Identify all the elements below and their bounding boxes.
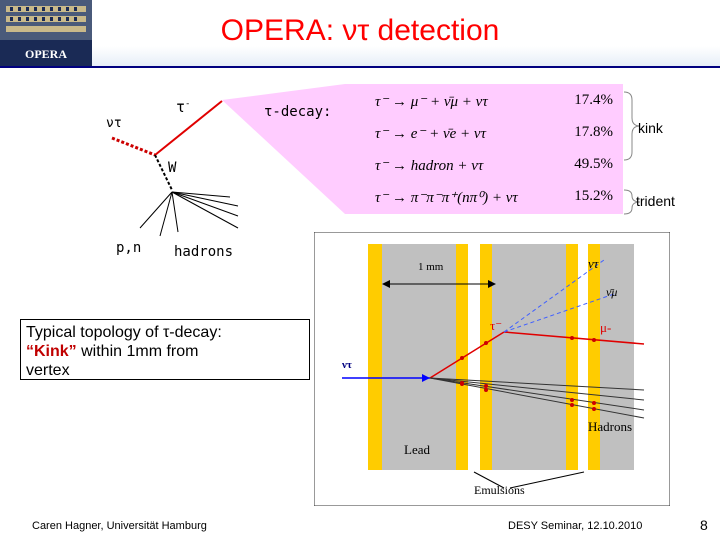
hadrons-detector-label: Hadrons [588, 419, 633, 434]
branching-ratio: 15.2% [574, 188, 613, 204]
page-number: 8 [700, 517, 708, 533]
decay-equation: τ⁻ → μ⁻ + ν̄μ + ντ [375, 94, 488, 110]
mm-label: 1 mm [418, 261, 444, 273]
lead-block [382, 244, 456, 470]
nu-tau-label: ντ [106, 116, 122, 131]
footer-author: Caren Hagner, Universität Hamburg [32, 520, 207, 532]
hadrons-label: hadrons [174, 244, 234, 260]
w-label: W [168, 160, 177, 176]
decay-equation: τ⁻ → e⁻ + ν̄e + ντ [375, 126, 486, 142]
lead-block [600, 244, 634, 470]
tau-decay-label: τ-decay: [264, 104, 332, 120]
trident-label: trident [636, 193, 675, 209]
emulsion-strip [368, 244, 382, 470]
muon-label: μ- [600, 320, 612, 335]
nu-mu-bar-label: ν̄μ [606, 285, 618, 299]
lead-block [492, 244, 566, 470]
decay-table [345, 84, 623, 214]
decay-row [345, 156, 623, 180]
nu-tau-out-label: ντ [588, 256, 599, 271]
decay-equation: τ⁻ → hadron + ντ [375, 158, 484, 174]
decay-row [345, 124, 623, 148]
hadron-line-2 [172, 192, 178, 232]
tau-minus-label: τ- [176, 98, 191, 116]
branching-ratio: 49.5% [574, 156, 613, 172]
branching-ratio: 17.4% [574, 92, 613, 108]
kink-callout [20, 319, 310, 380]
branching-ratio: 17.8% [574, 124, 613, 140]
lead-label: Lead [404, 442, 430, 457]
decay-equation: τ⁻ → π⁻π⁻π⁺(nπ⁰) + ντ [375, 190, 518, 206]
nu-tau-track [112, 138, 155, 155]
hadron-line-5 [172, 192, 238, 228]
decay-row [345, 92, 623, 116]
emulsion-strip [480, 244, 492, 470]
emulsion-detector-figure [314, 232, 670, 506]
page-title: OPERA: ντ detection [220, 14, 500, 47]
emulsions-label: Emulsions [474, 483, 525, 497]
kink-word: “Kink” [26, 343, 77, 360]
callout-line-3: vertex [26, 362, 70, 379]
logo-text: OPERA [25, 47, 67, 61]
nu-tau-in-label: ντ [342, 359, 352, 371]
footer-event: DESY Seminar, 12.10.2010 [508, 520, 643, 532]
callout-line-1: Typical topology of τ-decay: [26, 324, 222, 341]
callout-line-2: “Kink” within 1mm from [26, 343, 199, 360]
kink-label: kink [638, 120, 663, 136]
emulsion-strip [566, 244, 578, 470]
tau-label: τ⁻ [490, 318, 503, 333]
emulsion-strip [588, 244, 600, 470]
pn-label: p,n [116, 240, 142, 256]
decay-row [345, 188, 623, 212]
